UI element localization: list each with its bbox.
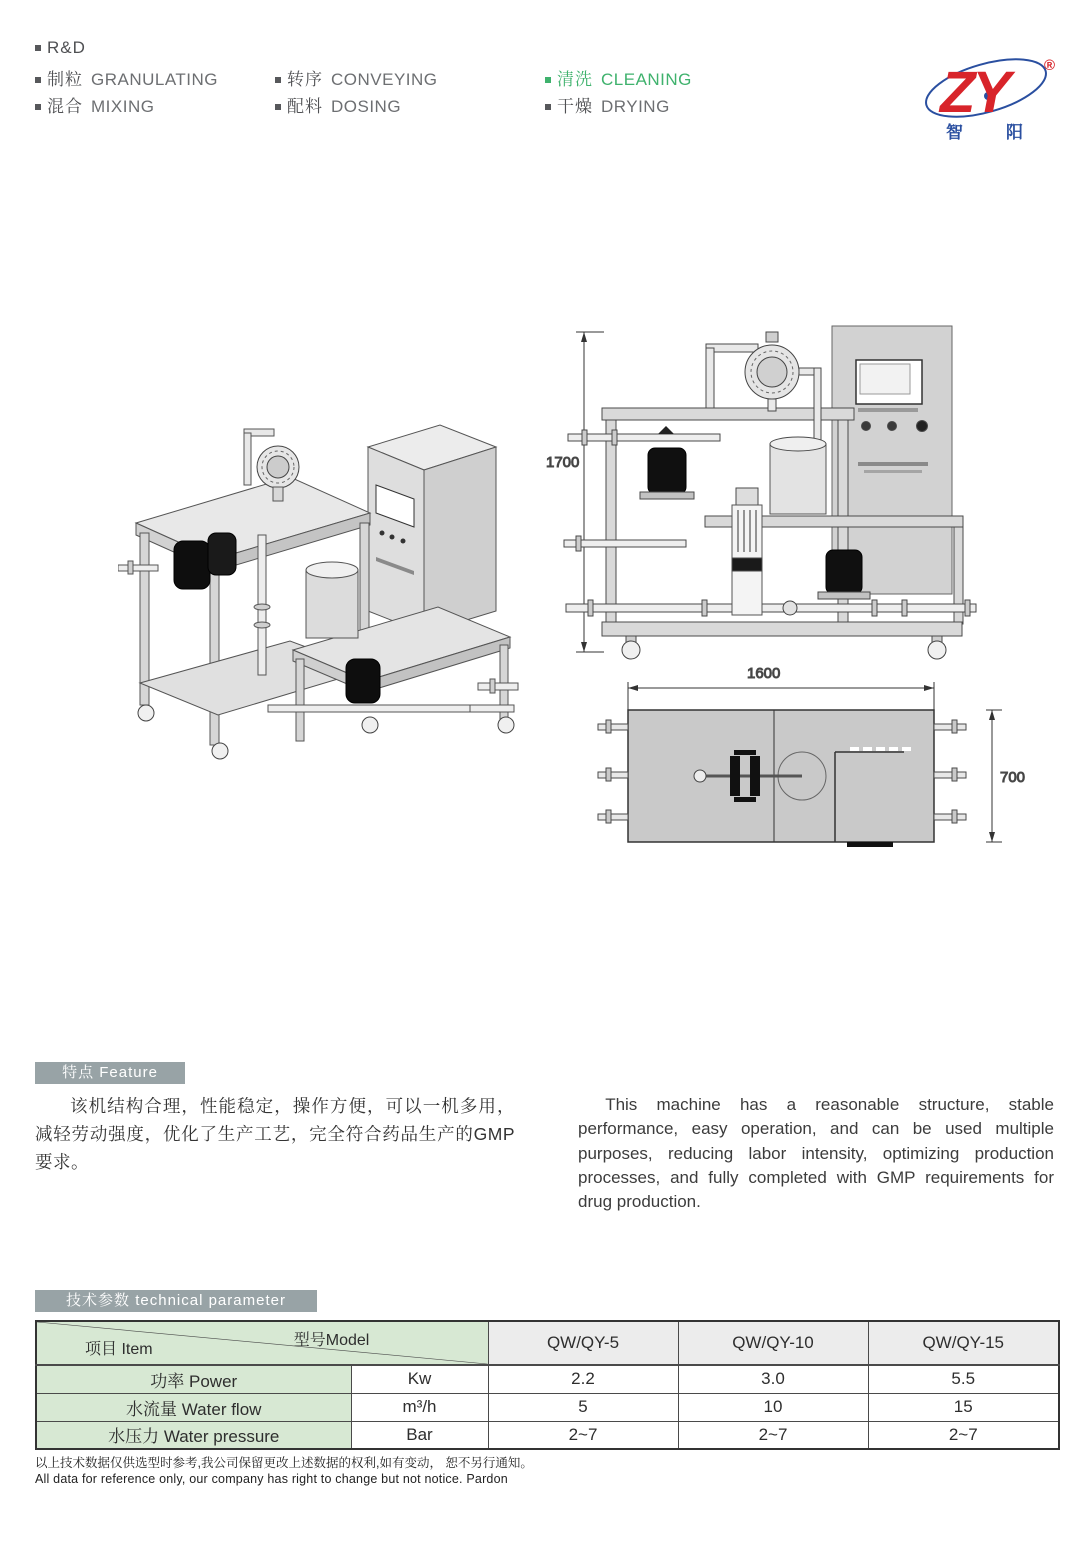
panel-button xyxy=(862,422,871,431)
row-item-label: 功率 Power xyxy=(36,1365,351,1393)
zy-brand-logo xyxy=(918,46,1073,146)
bullet-icon xyxy=(35,45,41,51)
disclaimer xyxy=(35,1455,533,1488)
menu-label-en: CONVEYING xyxy=(331,70,438,89)
pump-black-left xyxy=(648,448,686,494)
bullet-icon xyxy=(275,104,281,110)
caster-wheel xyxy=(212,743,228,759)
feature-text-cn: 该机结构合理，性能稳定，操作方便，可以一机多用，减轻劳动强度，优化了生产工艺，完全符合药品生产的GMP要求。 xyxy=(35,1096,515,1172)
panel-button xyxy=(917,421,928,432)
menu-item-drying xyxy=(545,92,670,117)
bullet-icon xyxy=(275,77,281,83)
table-row xyxy=(36,1393,1059,1421)
bullet-icon xyxy=(545,104,551,110)
row-value: 5 xyxy=(488,1393,678,1421)
feature-section-heading: 特点 Feature xyxy=(35,1062,185,1084)
menu-label-en: MIXING xyxy=(91,97,155,116)
row-value: 2.2 xyxy=(488,1365,678,1393)
front-height-dim: 1700 xyxy=(546,454,580,471)
logo-cn-left: 智 xyxy=(946,123,963,142)
disclaimer-en: All data for reference only, our company has right to change but not notice. Pardon xyxy=(35,1472,508,1487)
parameters-section-heading: 技术参数 technical parameter xyxy=(35,1290,317,1312)
row-value: 5.5 xyxy=(868,1365,1059,1393)
menu-item-granulating xyxy=(35,65,218,90)
menu-label-cn: 混合 xyxy=(47,97,83,116)
row-value: 3.0 xyxy=(678,1365,868,1393)
cabinet-front xyxy=(368,447,424,633)
row-item-label: 水流量 Water flow xyxy=(36,1393,351,1421)
menu-label-en: GRANULATING xyxy=(91,70,219,89)
row-value: 2~7 xyxy=(868,1421,1059,1449)
menu-item-dosing xyxy=(275,92,401,117)
front-view-drawing xyxy=(540,320,980,665)
table-row xyxy=(36,1421,1059,1449)
menu-label-en: DOSING xyxy=(331,97,402,116)
menu-label-cn: 转序 xyxy=(287,70,323,89)
bullet-icon xyxy=(35,77,41,83)
top-view-drawing xyxy=(592,652,1037,877)
menu-label-cn: 干燥 xyxy=(557,97,593,116)
logo-letters: ZY xyxy=(940,60,1009,125)
caster-wheel xyxy=(498,717,514,733)
pump-black-right xyxy=(826,550,862,594)
feature-text-en: This machine has a reasonable structure, stable performance, easy operation, and can be used multiple purposes, reducing labor intensity, optimizing production processes, and fully completed with GMP requirements for drug production. xyxy=(578,1095,1054,1212)
row-value: 2~7 xyxy=(678,1421,868,1449)
table-row xyxy=(36,1365,1059,1393)
menu-item-conveying xyxy=(275,65,438,90)
caster-wheel xyxy=(362,717,378,733)
technical-parameters-table xyxy=(35,1320,1060,1450)
caster-wheel xyxy=(138,705,154,721)
row-unit: m³/h xyxy=(351,1393,488,1421)
model-header: QW/QY-5 xyxy=(488,1321,678,1365)
model-header: QW/QY-15 xyxy=(868,1321,1059,1365)
menu-label-cn: 配料 xyxy=(287,97,323,116)
menu-label-en: DRYING xyxy=(601,97,670,116)
menu-label-cn: 清洗 xyxy=(557,70,593,89)
row-value: 2~7 xyxy=(488,1421,678,1449)
tank xyxy=(770,444,826,514)
pump-black-right xyxy=(346,659,380,703)
row-value: 15 xyxy=(868,1393,1059,1421)
bullet-icon xyxy=(35,104,41,110)
cabinet-nameplate xyxy=(858,462,928,466)
top-width-dim: 1600 xyxy=(747,665,781,682)
isometric-view-drawing xyxy=(118,415,523,760)
cabinet-side xyxy=(424,447,496,633)
model-header: QW/QY-10 xyxy=(678,1321,868,1365)
row-unit: Kw xyxy=(351,1365,488,1393)
item-axis-label: 项目 Item xyxy=(85,1341,153,1358)
logo-cn-right: 阳 xyxy=(1006,123,1023,142)
row-value: 10 xyxy=(678,1393,868,1421)
bullet-icon xyxy=(545,77,551,83)
pump-top-view xyxy=(730,756,740,796)
top-depth-dim: 700 xyxy=(1000,769,1026,786)
row-item-label: 水压力 Water pressure xyxy=(36,1421,351,1449)
menu-label-cn: 制粒 xyxy=(47,70,83,89)
machine-iso xyxy=(118,425,518,759)
menu-label-en: CLEANING xyxy=(601,70,692,89)
menu-item-cleaning-active xyxy=(545,65,692,90)
registered-mark-icon: ® xyxy=(1044,57,1056,74)
row-unit: Bar xyxy=(351,1421,488,1449)
menu-label: R&D xyxy=(47,38,86,57)
menu-item-mixing xyxy=(35,92,154,117)
pump-black-left xyxy=(174,541,210,589)
model-axis-label: 型号Model xyxy=(293,1332,370,1349)
disclaimer-cn: 以上技术数据仅供选型时参考,我公司保留更改上述数据的权利,如有变动， 恕不另行通知。 xyxy=(35,1456,533,1470)
panel-button xyxy=(888,422,897,431)
tank xyxy=(306,570,358,638)
menu-item-rd xyxy=(35,38,94,58)
corner-cell xyxy=(36,1321,488,1365)
